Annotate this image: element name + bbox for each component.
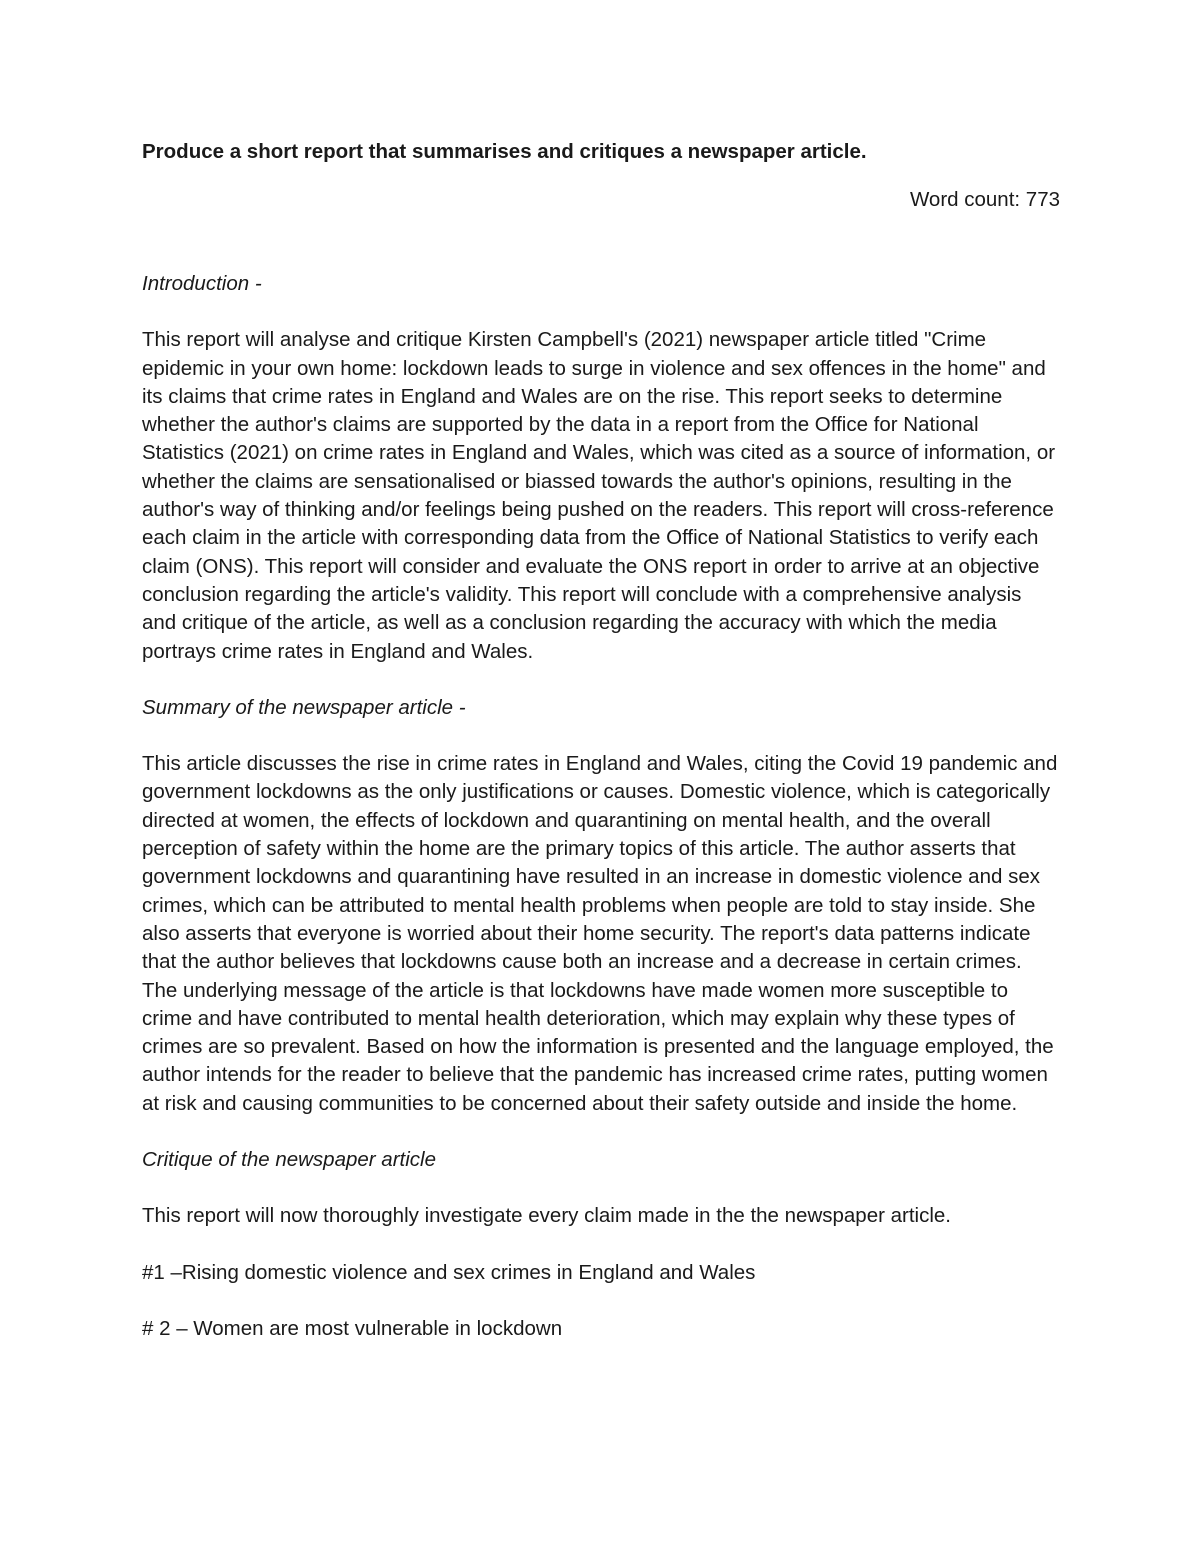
document-title: Produce a short report that summarises and critiques a newspaper article.	[142, 140, 867, 163]
claim-item: #1 –Rising domestic violence and sex crimes in England and Wales	[142, 1260, 756, 1284]
claim-item: # 2 – Women are most vulnerable in lockdown	[142, 1316, 563, 1340]
summary-heading: Summary of the newspaper article -	[142, 695, 466, 719]
word-count: Word count: 773	[909, 188, 1060, 211]
critique-heading: Critique of the newspaper article	[142, 1148, 436, 1172]
summary-paragraph: This article discusses the rise in crime rates in England and Wales, citing the Covid 19 pandemic and government lockdowns as the only justifications or causes. Domestic violence, which is categorically directed at women, the effects of lockdown and quarantining on mental health, and the overall perception of safety within the home are the primary topics of this article. The author asserts that government lockdowns and quarantining have resulted in an increase in domestic violence and sex crimes, which can be attributed to mental health problems when people are told to stay inside. She also asserts that everyone is worried about their home security. The report's data patterns indicate that the author believes that lockdowns cause both an increase and a decrease in certain crimes. The underlying message of the article is that lockdowns have made women more susceptible to crime and have contributed to mental health deterioration, which may explain why these types of crimes are so prevalent. Based on how the information is presented and the language employed, the author intends for the reader to believe that the pandemic has increased crime rates, putting women at risk and causing communities to be concerned about their safety outside and inside the home.	[142, 752, 1058, 1115]
introduction-heading: Introduction -	[142, 272, 262, 295]
critique-paragraph: This report will now thoroughly investigate every claim made in the the newspaper article.	[142, 1204, 951, 1228]
document-page	[142, 138, 1060, 1343]
introduction-paragraph: This report will analyse and critique Kirsten Campbell's (2021) newspaper article titled "Crime epidemic in your own home: lockdown leads to surge in violence and sex offences in the home" and its claims that crime rates in England and Wales are on the rise. This report seeks to determine whether the author's claims are supported by the data in a report from the Office for National Statistics (2021) on crime rates in England and Wales, which was cited as a source of information, or whether the claims are sensationalised or biassed towards the author's opinions, resulting in the author's way of thinking and/or feelings being pushed on the readers. This report will cross-reference each claim in the article with corresponding data from the Office of National Statistics to verify each claim (ONS). This report will consider and evaluate the ONS report in order to arrive at an objective conclusion regarding the article's validity. This report will conclude with a comprehensive analysis and critique of the article, as well as a conclusion regarding the accuracy with which the media portrays crime rates in England and Wales.	[142, 328, 1056, 663]
